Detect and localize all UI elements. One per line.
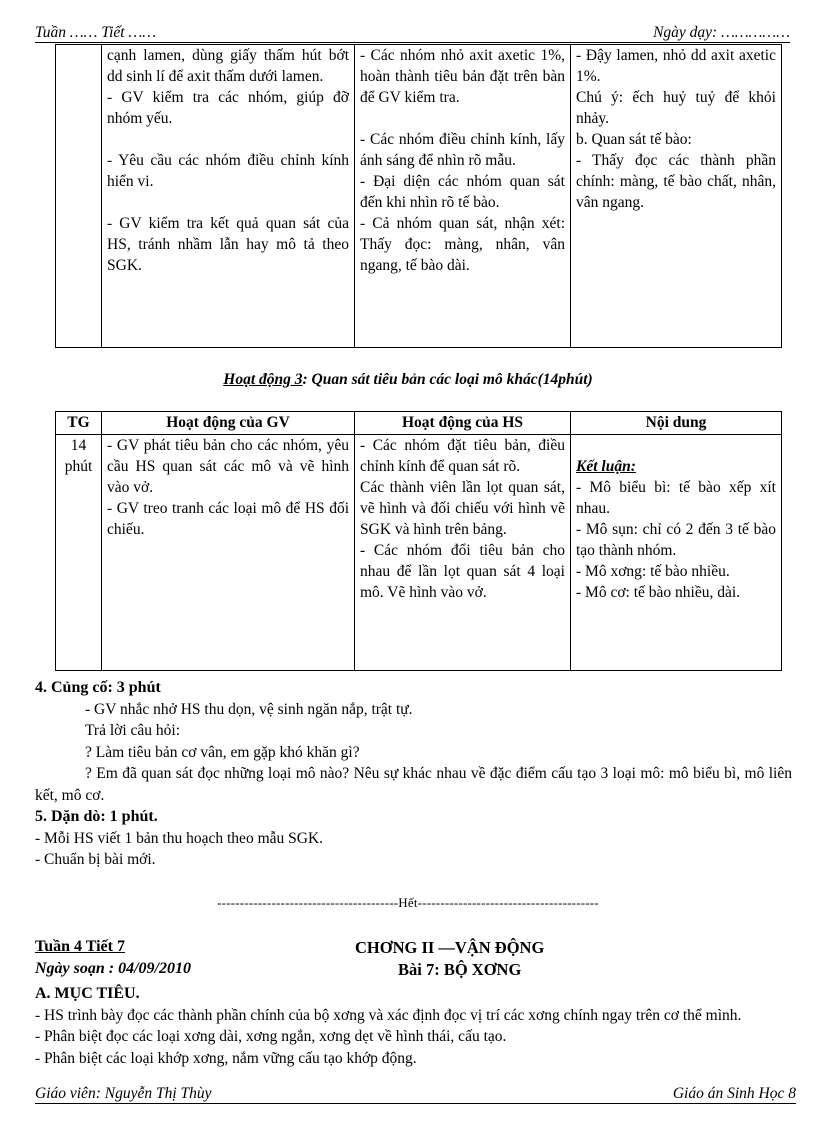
col-header-nd: Nội dung <box>571 412 782 435</box>
gv-cell: - GV phát tiêu bản cho các nhóm, yêu cầu HS quan sát các mô và vẽ hình vào vở. - GV treo tranh các loại mô để HS đối chiếu. <box>102 435 355 671</box>
lesson-date: Ngày soạn : 04/09/2010 <box>35 960 191 977</box>
header-week: Tuần …… Tiết …… <box>35 24 157 41</box>
conclusion-label: Kết luận: <box>576 458 636 475</box>
col-header-tg: TG <box>56 412 102 435</box>
hs-cell: - Các nhóm nhỏ axit axetic 1%, hoàn thành tiêu bản đặt trên bàn để GV kiểm tra. - Các nhóm điều chỉnh kính, lấy ánh sáng để nhìn rõ mẫu. - Đại diện các nhóm quan sát đến khi nhìn rõ tế bào. - Cả nhóm quan sát, nhận xét: Thấy đọc: màng, nhân, vân ngang, tế bào dài. <box>355 45 571 348</box>
end-separator: ----------------------------------------Hết---------------------------------------- <box>217 895 599 910</box>
gv-cell: cạnh lamen, dùng giấy thấm hút bớt dd sinh lí để axit thấm dưới lamen. - GV kiểm tra các nhóm, giúp đỡ nhóm yếu. - Yêu cầu các nhóm điều chỉnh kính hiển vi. - GV kiểm tra kết quả quan sát của HS, tránh nhầm lẫn hay mô tả theo SGK. <box>102 45 355 348</box>
nd-cell: - Đậy lamen, nhỏ dd axit axetic 1%. Chú ý: ếch huỷ tuỷ để khỏi nhảy. b. Quan sát tế bào: - Thấy đọc các thành phần chính: màng, tế bào chất, nhân, vân ngang. <box>571 45 782 348</box>
section-a-title: A. MỤC TIÊU. <box>35 985 140 1002</box>
review-section: 4. Củng cố: 3 phút - GV nhắc nhở HS thu dọn, vệ sinh ngăn nắp, trật tự. Trả lời câu hỏi: ? Làm tiêu bản cơ vân, em gặp khó khăn gì? ? Em đã quan sát đọc những loại mô nào? Nêu sự khác nhau về đặc điểm cấu tạo 3 loại mô: mô biểu bì, mô liên kết, mô cơ. 5. Dặn dò: 1 phút. - Mỗi HS viết 1 bản thu hoạch theo mẫu SGK. - Chuẩn bị bài mới. <box>35 679 792 868</box>
activity-table-2 <box>55 411 782 671</box>
activity-3-heading: Hoạt động 3: Quan sát tiêu bản các loại mô khác(14phút) <box>223 371 593 388</box>
page-footer <box>35 1085 796 1104</box>
lesson-title: Bài 7: BỘ XƠNG <box>398 960 522 979</box>
footer-teacher: Giáo viên: Nguyễn Thị Thùy <box>35 1085 212 1102</box>
footer-course: Giáo án Sinh Học 8 <box>672 1085 796 1102</box>
hs-cell: - Các nhóm đặt tiêu bản, điều chỉnh kính để quan sát rõ. Các thành viên lần lọt quan sát, vẽ hình và đối chiếu với hình vẽ SGK và hình trên bảng. - Các nhóm đổi tiêu bản cho nhau để lần lọt quan sát 4 loại mô. Vẽ hình vào vở. <box>355 435 571 671</box>
activity-table-1 <box>55 44 782 348</box>
section-4-title: 4. Củng cố: 3 phút <box>35 679 161 696</box>
tg-cell <box>56 45 102 348</box>
nd-cell: Kết luận: - Mô biểu bì: tế bào xếp xít nhau. - Mô sụn: chỉ có 2 đến 3 tế bào tạo thành nhóm. - Mô xơng: tế bào nhiều. - Mô cơ: tế bào nhiều, dài. <box>571 435 782 671</box>
page-header <box>35 24 790 43</box>
lesson-week: Tuần 4 Tiết 7 <box>35 938 125 955</box>
tg-cell: 14 phút <box>56 435 102 671</box>
chapter-title: CHƠNG II —VẬN ĐỘNG <box>355 938 545 957</box>
col-header-gv: Hoạt động của GV <box>102 412 355 435</box>
objectives-section: A. MỤC TIÊU. - HS trình bày đọc các thành phần chính của bộ xơng và xác định đọc vị trí các xơng chính ngay trên cơ thể mình. - Phân biệt đọc các loại xơng dài, xơng ngắn, xơng dẹt về hình thái, cấu tạo. - Phân biệt các loại khớp xơng, nắm vững cấu tạo khớp động. <box>35 983 792 1069</box>
col-header-hs: Hoạt động của HS <box>355 412 571 435</box>
header-date: Ngày dạy: …………… <box>653 24 790 41</box>
section-5-title: 5. Dặn dò: 1 phút. <box>35 808 158 825</box>
